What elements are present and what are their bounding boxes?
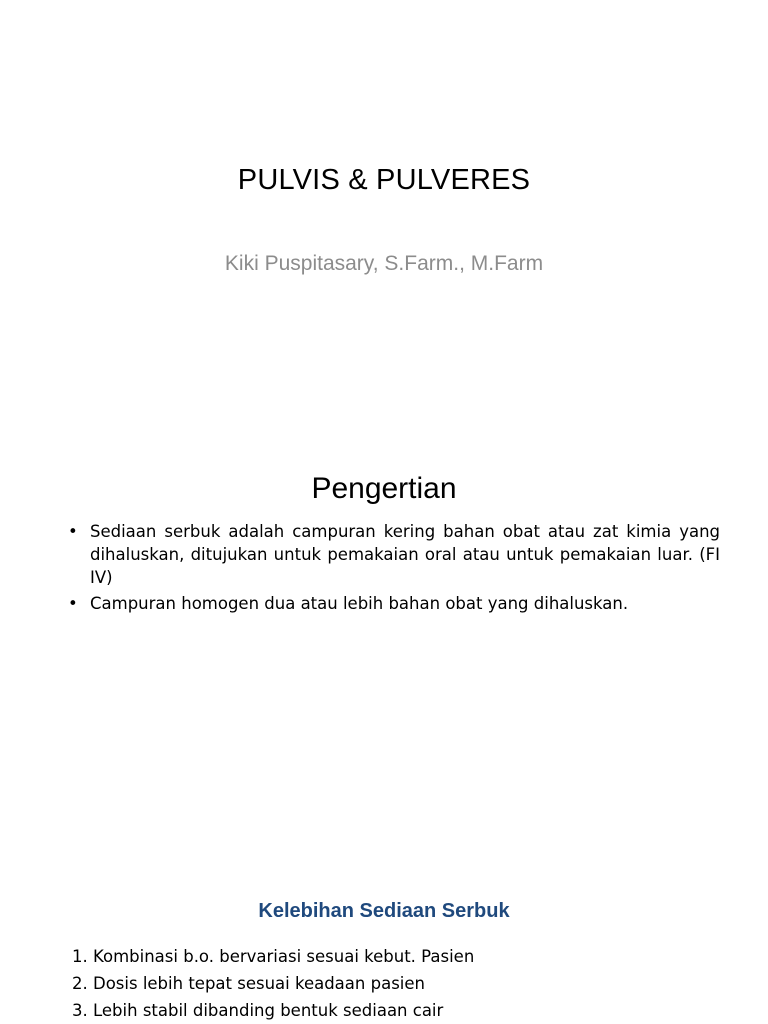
bullet-text: Campuran homogen dua atau lebih bahan obat yang dihaluskan. (90, 594, 629, 613)
list-number: 1. (72, 947, 88, 966)
list-number: 2. (72, 974, 88, 993)
list-item (72, 997, 474, 1024)
list-item (72, 943, 474, 970)
title-slide (0, 0, 768, 410)
bullet-dot-icon: • (68, 522, 78, 541)
bullet-item (68, 520, 720, 589)
bullet-dot-icon: • (68, 594, 78, 613)
list-item-text: Dosis lebih tepat sesuai keadaan pasien (93, 974, 425, 993)
presentation-title: PULVIS & PULVERES (237, 164, 531, 196)
bullet-item (68, 592, 720, 615)
list-number: 3. (72, 1001, 88, 1020)
slide-title-kelebihan: Kelebihan Sediaan Serbuk (258, 900, 510, 922)
bullet-text: Sediaan serbuk adalah campuran kering bahan obat atau zat kimia yang dihaluskan, ditujukan untuk pemakaian oral atau untuk pemakaian luar. (FI IV) (90, 522, 720, 587)
author-subtitle: Kiki Puspitasary, S.Farm., M.Farm (224, 252, 544, 275)
definition-slide (0, 410, 768, 850)
list-item (72, 970, 474, 997)
definition-bullet-list (68, 520, 720, 618)
list-item-text: Kombinasi b.o. bervariasi sesuai kebut. Pasien (93, 947, 475, 966)
advantages-slide (0, 850, 768, 1024)
list-item-text: Lebih stabil dibanding bentuk sediaan cair (93, 1001, 444, 1020)
advantages-numbered-list (72, 943, 474, 1024)
slide-title-pengertian: Pengertian (311, 472, 457, 505)
